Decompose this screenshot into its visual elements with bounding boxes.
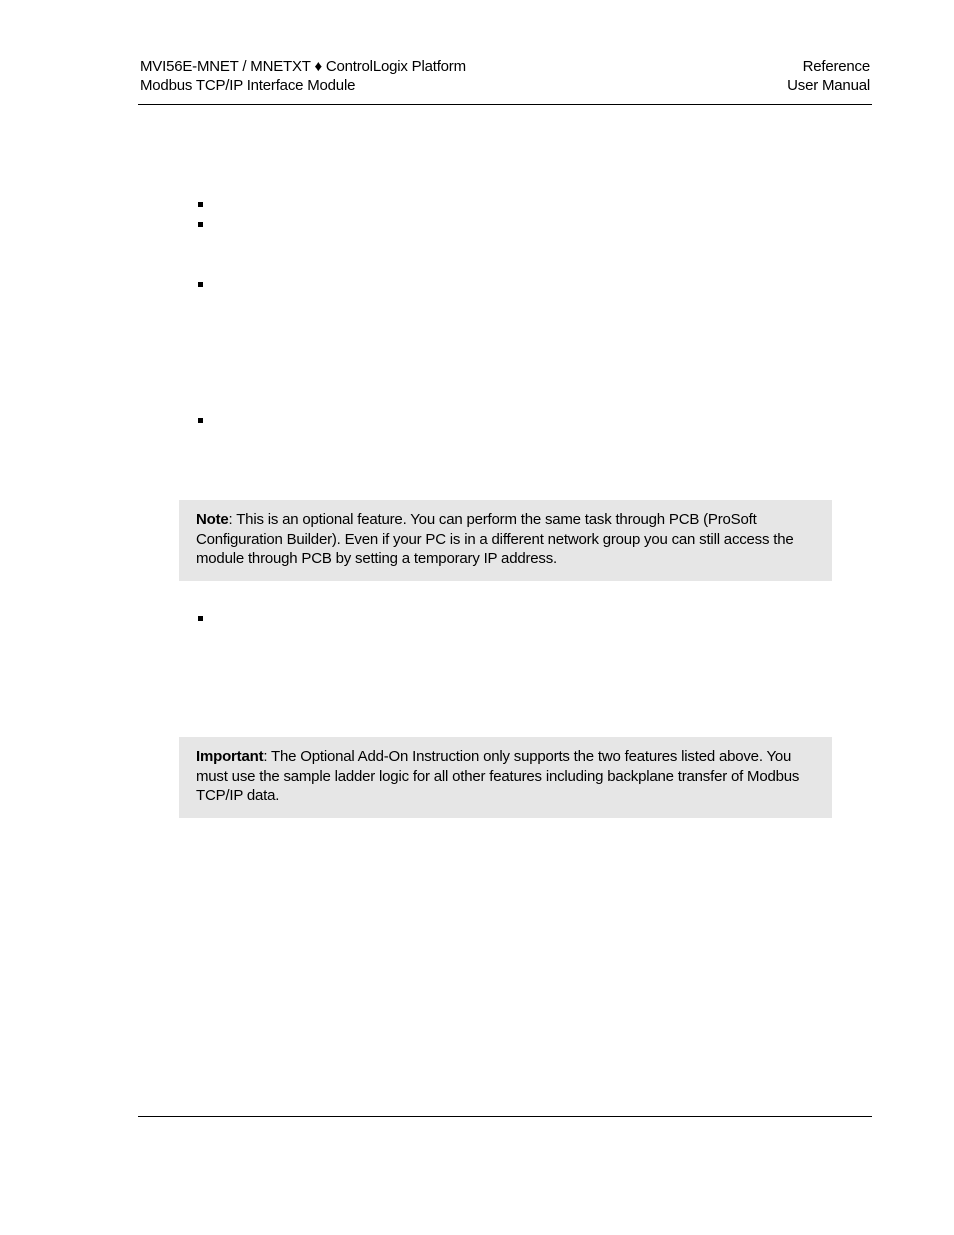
- bullet-marker-1: [198, 202, 203, 207]
- header-left: [140, 57, 466, 95]
- important-box: [179, 737, 832, 818]
- header-doc-type: User Manual: [787, 77, 870, 94]
- note-box: [179, 500, 832, 581]
- header-product-subtitle: Modbus TCP/IP Interface Module: [140, 77, 356, 94]
- bullet-marker-4: [198, 418, 203, 423]
- bullet-marker-5: [198, 616, 203, 621]
- header-product-title: MVI56E-MNET / MNETXT ♦ ControlLogix Platform: [140, 58, 466, 75]
- note-label: Note: [196, 511, 229, 528]
- important-label: Important: [196, 748, 264, 765]
- header-section: Reference: [802, 58, 870, 75]
- header-divider: [138, 104, 872, 105]
- bullet-marker-2: [198, 222, 203, 227]
- important-text: : The Optional Add-On Instruction only supports the two features listed above. You must use the sample ladder logic for all other features including backplane transfer of Modbus TCP/IP data.: [196, 748, 800, 804]
- header-right: [787, 57, 870, 95]
- footer-divider: [138, 1116, 872, 1117]
- bullet-marker-3: [198, 282, 203, 287]
- note-text: : This is an optional feature. You can perform the same task through PCB (ProSoft Configuration Builder). Even if your PC is in a different network group you can still access the module through PCB by setting a temporary IP address.: [196, 511, 794, 567]
